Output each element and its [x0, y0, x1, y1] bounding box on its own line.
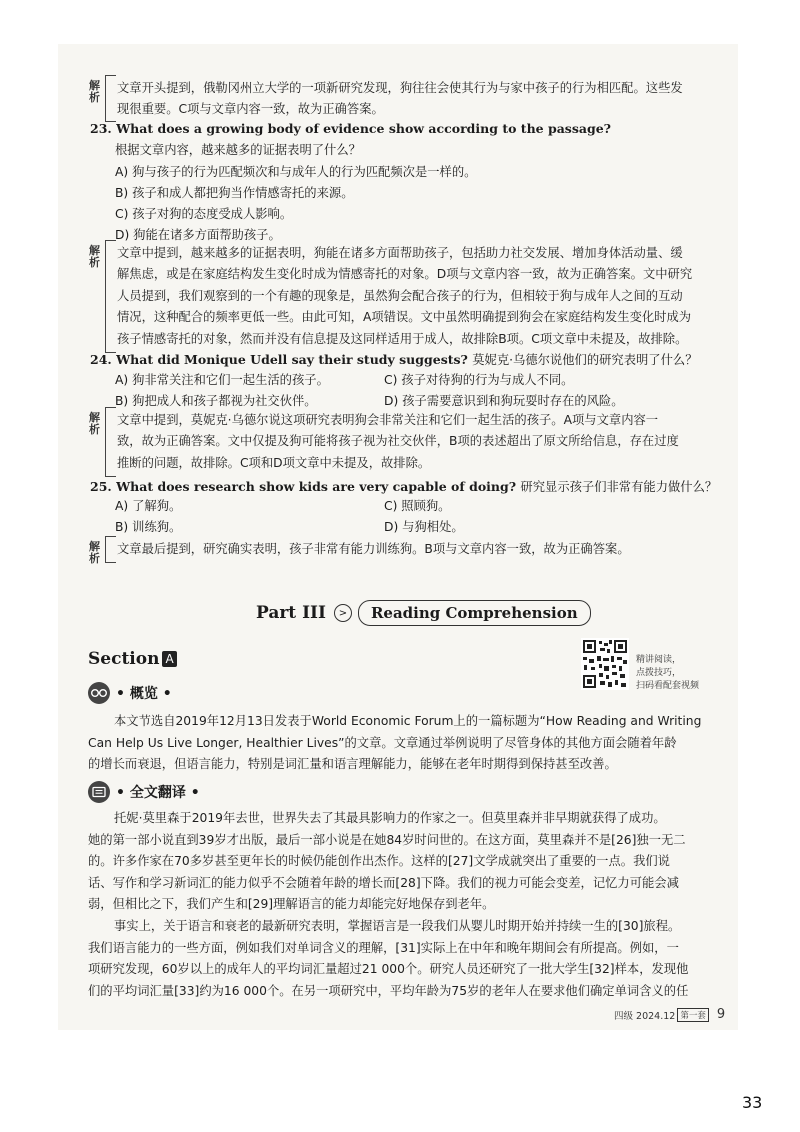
option-24c: C) 孩子对待狗的行为与成人不同。: [384, 373, 574, 387]
explanation-22: [87, 78, 715, 118]
page-number: 33: [742, 1093, 763, 1112]
part-heading: [256, 596, 591, 630]
option-24d: D) 孩子需要意识到和狗玩耍时存在的风险。: [384, 394, 624, 408]
page-footer: 四级 2024.12 第一套 9: [614, 1007, 726, 1022]
explanation-23: [87, 243, 715, 349]
explanation-24: [87, 410, 715, 473]
explanation-line: 文章开头提到，俄勒冈州立大学的一项新研究发现，狗往往会使其行为与家中孩子的行为相匹配。这些发: [117, 81, 683, 95]
qr-code-icon[interactable]: [581, 638, 629, 690]
option-25c: C) 照顾狗。: [384, 499, 451, 513]
explanation-tag: 解 析: [89, 79, 100, 104]
chevron-right-icon: >: [334, 604, 352, 622]
explanation-line: 情况，这种配合的频率更低一些。由此可知，A项错误。文中虽然明确提到狗会在家庭结构发生变化时成为: [117, 310, 692, 325]
question-23: 23. What does a growing body of evidence show according to the passage?: [90, 121, 611, 136]
explanation-line: 致，故为正确答案。文中仅提及狗可能将孩子视为社交伙伴，B项的表述超出了原文所给信息，存在过度: [117, 434, 679, 449]
explanation-line: 孩子情感寄托的对象，然而并没有信息提及这同样适用于成人，故排除B项。C项文章中未提及，故排除。: [117, 331, 688, 346]
explanation-bracket: [105, 240, 116, 353]
explanation-bracket: [105, 407, 116, 477]
option-25a: A) 了解狗。: [115, 499, 182, 513]
option-25b: B) 训练狗。: [115, 520, 182, 534]
part-title: Part III: [256, 603, 326, 623]
explanation-25: [87, 539, 715, 565]
section-title: Section: [88, 649, 160, 669]
explanation-line: 人员提到，我们观察到的一个有趣的现象是，虽然狗会配合孩子的行为，但相较于狗与成年人之间的互动: [117, 288, 683, 303]
explanation-bracket: [105, 536, 116, 563]
book-icon: [88, 781, 110, 803]
overview-heading: • 概览 •: [88, 682, 172, 704]
explanation-tag: 解 析: [89, 244, 100, 269]
question-24: 24. What did Monique Udell say their study suggests? 莫妮克·乌德尔说他们的研究表明了什么？: [90, 352, 698, 367]
option-23c: C) 孩子对狗的态度受成人影响。: [115, 207, 293, 221]
explanation-line: 推断的问题，故排除。C项和D项文章中未提及，故排除。: [117, 455, 431, 470]
explanation-tag: 解 析: [89, 411, 100, 436]
option-24b: B) 狗把成人和孩子都视为社交伙伴。: [115, 394, 317, 408]
explanation-line: 文章最后提到，研究确实表明，孩子非常有能力训练狗。B项与文章内容一致，故为正确答案。: [117, 542, 630, 556]
option-23b: B) 孩子和成人都把狗当作情感寄托的来源。: [115, 186, 354, 200]
question-23-zh: 根据文章内容，越来越多的证据表明了什么？: [115, 143, 361, 157]
explanation-line: 文章中提到，莫妮克·乌德尔说这项研究表明狗会非常关注和它们一起生活的孩子。A项与文章内容一: [117, 413, 659, 427]
translation-paragraph-1: 托妮·莫里森于2019年去世，世界失去了其最具影响力的作家之一。但莫里森并非早期就获得了成功。 她的第一部小说直到39岁才出版，最后一部小说是在她84岁时问世的。在这方面，莫里森并不是[26]独一无二 的。许多作家在70多岁甚至更年长的时候仍能创作出杰作。这样的[27]文学成就突出了重要的一点。我们说 话、写作和学习新词汇的能力似乎不会随着年龄的增长而[28]下降。我们的视力可能会变差，记忆力可能会减 弱，但相比之下，我们产生和[29]理解语言的能力却能完好地保存到老年。: [88, 811, 686, 912]
translation-heading: • 全文翻译 •: [88, 781, 200, 803]
explanation-tag: 解 析: [89, 540, 100, 565]
option-25d: D) 与狗相处。: [384, 520, 464, 534]
glasses-icon: [88, 682, 110, 704]
explanation-bracket: [105, 75, 116, 122]
footer-page-number: 9: [716, 1007, 726, 1022]
option-23d: D) 狗能在诸多方面帮助孩子。: [115, 228, 281, 242]
part-subtitle: Reading Comprehension: [358, 600, 591, 626]
option-23a: A) 狗与孩子的行为匹配频次和与成年人的行为匹配频次是一样的。: [115, 165, 477, 179]
translation-paragraph-2: 事实上，关于语言和衰老的最新研究表明，掌握语言是一段我们从婴儿时期开始并持续一生的[30]旅程。 我们语言能力的一些方面，例如我们对单词含义的理解，[31]实际上在中年和晚年期间会有所提高。例如，一 项研究发现，60岁以上的成年人的平均词汇量超过21 000个。研究人员还研究了一批大学生[32]样本，发现他 们的平均词汇量[33]约为16 000个。在另一项研究中，平均年龄为75岁的老年人在要求他们确定单词含义的任: [88, 919, 689, 998]
explanation-line: 现很重要。C项与文章内容一致，故为正确答案。: [117, 102, 384, 117]
section-letter: A: [162, 651, 176, 667]
explanation-line: 文章中提到，越来越多的证据表明，狗能在诸多方面帮助孩子，包括助力社交发展、增加身体活动量、缓: [117, 246, 683, 260]
overview-text: 本文节选自2019年12月13日发表于World Economic Forum上的一篇标题为“How Reading and Writing Can Help Us Live Longer, Healthier Lives”的文章。文章通过举例说明了尽管身体的其他方面会随着年龄 的增长而衰退，但语言能力，特别是词汇量和语言理解能力，能够在老年时期得到保持甚至改善。: [88, 714, 702, 772]
option-24a: A) 狗非常关注和它们一起生活的孩子。: [115, 373, 329, 387]
qr-note: 精讲阅读， 点拨技巧， 扫码看配套视频: [636, 655, 700, 691]
question-25: 25. What does research show kids are very capable of doing? 研究显示孩子们非常有能力做什么？: [90, 479, 718, 494]
section-heading: [88, 649, 177, 669]
explanation-line: 解焦虑，或是在家庭结构发生变化时成为情感寄托的对象。D项与文章内容一致，故为正确答案。文中研究: [117, 267, 693, 282]
